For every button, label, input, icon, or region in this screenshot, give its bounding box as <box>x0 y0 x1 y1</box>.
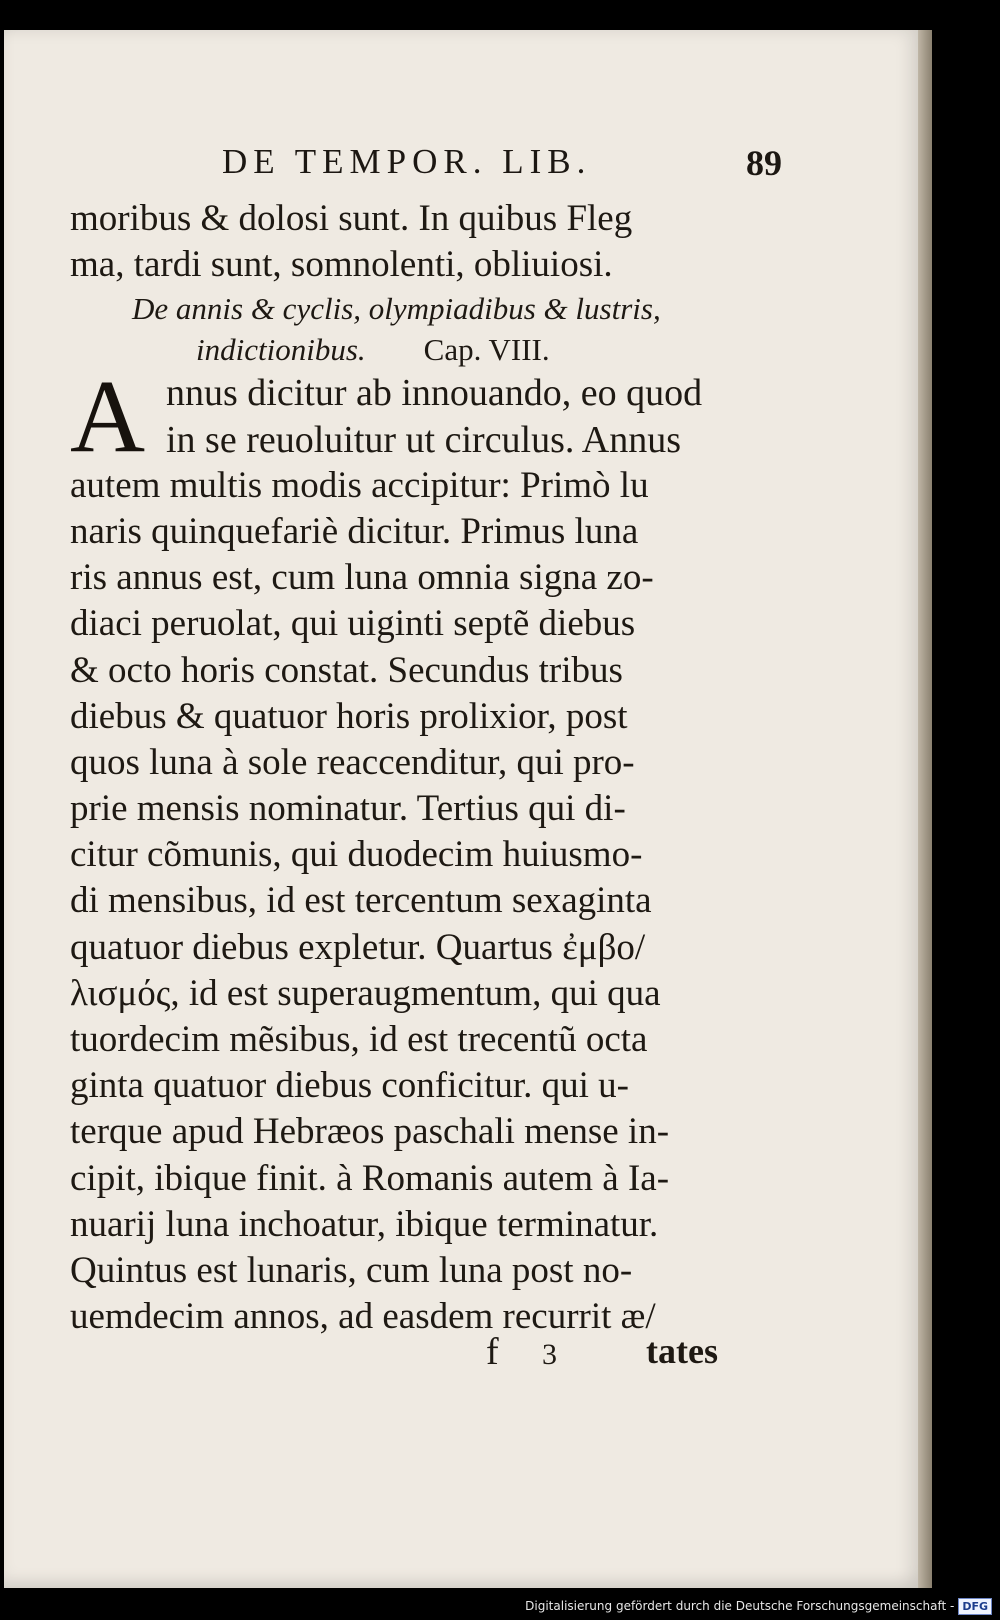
text-line: tuordecim mẽsibus, id est trecentũ octa <box>70 1019 648 1060</box>
text-line: in se reuoluitur ut circulus. Annus <box>166 418 682 461</box>
text-line: nnus dicitur ab innouando, eo quod <box>166 372 703 415</box>
page-header <box>222 142 782 188</box>
chapter-title-continued: indictionibus. <box>196 332 366 368</box>
text-line: ma, tardi sunt, somnolenti, obliuiosi. <box>70 244 613 286</box>
text-line: autem multis modis accipitur: Primò lu <box>70 464 649 506</box>
chapter-title: De annis & cyclis, olympiadibus & lustris, <box>132 291 661 327</box>
chapter-title-line2 <box>70 329 760 370</box>
page-footer <box>486 1330 776 1380</box>
text-line: diebus & quatuor horis prolixior, post <box>70 695 628 737</box>
text-line: ginta quatuor diebus conficitur. qui u- <box>70 1065 629 1107</box>
text-line: & octo horis constat. Secundus tribus <box>70 649 623 691</box>
body-text <box>70 196 760 1340</box>
chapter-opening <box>70 359 760 475</box>
catchword: tates <box>646 1331 718 1371</box>
chapter-number: Cap. VIII. <box>423 332 550 368</box>
text-line: citur cõmunis, qui duodecim huiusmo- <box>70 834 643 876</box>
text-line: quos luna à sole reaccenditur, qui pro- <box>70 741 635 783</box>
signature-mark: f <box>486 1331 499 1373</box>
text-line: di mensibus, id est tercentum sexaginta <box>70 880 652 922</box>
credit-text: Digitalisierung gefördert durch die Deutsche Forschungsgemeinschaft - <box>525 1599 955 1613</box>
digitization-credit <box>525 1596 992 1616</box>
page-number: 89 <box>746 143 782 183</box>
text-line: nuarij luna inchoatur, ibique terminatur. <box>70 1203 659 1245</box>
text-line: cipit, ibique finit. à Romanis autem à Ia- <box>70 1157 670 1199</box>
text-line: quatuor diebus expletur. Quartus ἐμβο/ <box>70 926 646 968</box>
text-line: moribus & dolosi sunt. In quibus Fleg <box>70 198 633 239</box>
text-line: prie mensis nominatur. Tertius qui di- <box>70 788 626 830</box>
drop-cap-initial: A <box>70 359 146 475</box>
text-line: terque apud Hebræos paschali mense in- <box>70 1111 670 1153</box>
text-line: λισμός, id est superaugmentum, qui qua <box>70 972 661 1014</box>
text-line: naris quinquefariè dicitur. Primus luna <box>70 510 639 552</box>
text-line: diaci peruolat, qui uiginti septẽ diebus <box>70 603 636 645</box>
text-line: ris annus est, cum luna omnia signa zo- <box>70 557 654 599</box>
running-head: DE TEMPOR. LIB. <box>222 142 592 181</box>
page-edge <box>918 30 932 1588</box>
text-line: uemdecim annos, ad easdem recurrit æ/ <box>70 1296 656 1338</box>
dfg-logo: DFG <box>958 1598 992 1615</box>
text-line: Quintus est lunaris, cum luna post no- <box>70 1249 633 1291</box>
signature-number: 3 <box>542 1338 557 1371</box>
